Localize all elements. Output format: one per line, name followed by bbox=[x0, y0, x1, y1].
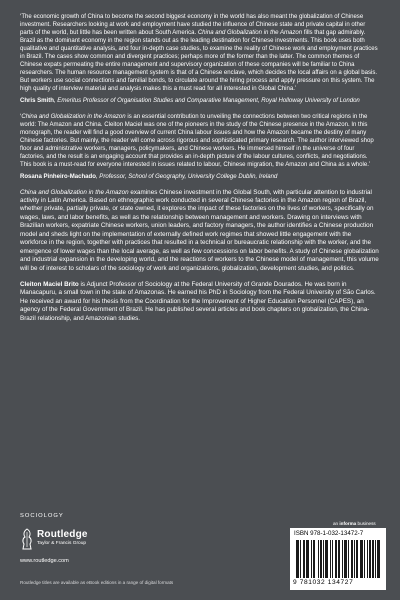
barcode-bar bbox=[298, 540, 299, 578]
ebook-note: Routledge titles are available as eBook editions in a range of digital formats bbox=[20, 580, 174, 585]
review-2-reviewer: Rosana Pinheiro-Machado bbox=[20, 173, 96, 180]
barcode-image bbox=[296, 540, 380, 578]
review-1 bbox=[20, 13, 380, 93]
barcode-bar bbox=[304, 540, 305, 578]
publisher-group: Taylor & Francis Group bbox=[37, 541, 87, 546]
barcode-bar bbox=[336, 540, 337, 578]
barcode-bar bbox=[377, 540, 378, 578]
barcode-bar bbox=[379, 540, 380, 578]
barcode-bar bbox=[314, 540, 315, 578]
barcode-bar bbox=[346, 540, 347, 578]
description-book-title: China and Globalization in the Amazon bbox=[20, 188, 129, 196]
review-2-book-title: China and Globalization in the Amazon bbox=[21, 113, 126, 120]
review-1-reviewer: Chris Smith bbox=[20, 97, 54, 104]
review-1-attribution bbox=[20, 97, 380, 105]
barcode-bar bbox=[369, 540, 370, 578]
author-name: Cleiton Maciel Brito bbox=[20, 280, 79, 288]
barcode-bar bbox=[342, 540, 343, 578]
review-2-text-start: ‘ bbox=[20, 113, 22, 120]
barcode-bar bbox=[352, 540, 353, 578]
barcode-bar bbox=[373, 540, 374, 578]
review-2-role: , Professor, School of Geography, University College Dublin, Ireland bbox=[95, 173, 278, 180]
barcode-number: 9 781032 134727 bbox=[293, 579, 354, 586]
description-text: examines Chinese investment in the Global South, with particular attention to industrial activity in Latin America. Based on ethnographic work conducted in several Chinese factories in the Amazon region of Brazil, whether private, partially private, or state owned, it explores the impact of these factories on the lives of workers, specifically on wages, laws, and labor benefits, as well as the relationship between management and workers. Drawing on interviews with Brazilian workers, expatriate Chinese workers, union leaders, and factory managers, the author identifies a Chinese production model and sheds light on the implementation of externally defined work regimes that showed little engagement with the workforce in the region, together with practices that resulted in a technical or bureaucratic relationship with the worker, and the emergence of lower wages than the local average, as well as few concessions on labor benefits. A study of Chinese globalization and industrial expansion in the developing world, and the reactions of workers to the Chinese model of management, this volume will be of interest to scholars of the sociology of work and organizations, globalization, development studies, and politics. bbox=[20, 188, 379, 272]
barcode-bar bbox=[326, 540, 327, 578]
barcode-bar bbox=[318, 540, 319, 578]
barcode-bar bbox=[307, 540, 308, 578]
barcode-bar bbox=[345, 540, 346, 578]
barcode-bar bbox=[303, 540, 304, 578]
review-2 bbox=[20, 113, 380, 169]
publisher-logo bbox=[20, 528, 170, 558]
text-column bbox=[20, 13, 380, 329]
informa-brand: informa bbox=[339, 521, 357, 526]
barcode-bar bbox=[327, 540, 328, 578]
review-1-text-end: fills that gap admirably. Brazil as the dominant economy in the region stands out as the leading destination for Chinese investments. This book uses both qualitative and quantitative analysis, and four in-depth case studies, to examine the reality of Chinese work and employment practices in Brazil. The cases show common and divergent practices; perhaps more of the former than the latter. The common themes of Chinese expats permeating the entire management and supervisory organization of these companies will be familiar to China researchers. The human resource management system is that of a Chinese enclave, which decides the local affairs on a global basis. But workers use social connections and familial bonds, to circulate around the hiring process and apply pressure on this system. The high quality of interview material and analysis makes this a must read for all interested in Global China.’ bbox=[20, 30, 378, 93]
barcode-bar bbox=[354, 540, 355, 578]
barcode-bar bbox=[308, 540, 309, 578]
review-1-book-title: China and Globalization in the Amazon bbox=[197, 30, 303, 37]
barcode-bar bbox=[296, 540, 297, 578]
barcode-bar bbox=[311, 540, 312, 578]
review-2-text-end: is an essential contribution to unveiling the connections between two critical regions in the world: The Amazon and China. Cleiton Maciel was one of the pioneers in the study of the Chinese presence in the Amazon. In this monograph, the reader will find a good overview of current China labour issues and how the Amazon became the destiny of many Chinese factories. But mainly, the reader will come across rigorous and sophisticated primary research. The author interviewed shop floor and administrative workers, managers, policymakers, and Chinese workers. He immersed himself in the universe of four factories, and the result is an engaging account that provides an in-depth picture of the labour cultures, conflicts, and negotiations. This book is a must-read for everyone interested in issues related to labour, Chinese migration, the Amazon and China as a whole.’ bbox=[20, 113, 374, 169]
barcode-bar bbox=[364, 540, 365, 578]
barcode-bar bbox=[335, 540, 336, 578]
publisher-name: Routledge bbox=[37, 529, 88, 540]
barcode-bar bbox=[323, 540, 324, 578]
routledge-emblem-icon bbox=[20, 528, 34, 550]
barcode-bar bbox=[306, 540, 307, 578]
barcode-bar bbox=[360, 540, 361, 578]
author-bio-text: is Adjunct Professor of Sociology at the Federal University of Grande Dourados. He was born in Manacapuru, a small town in the state of Amazonas. He earned his PhD in Sociology from the Federal University of São Carlos. He received an award for his thesis from the Coordination for the Improvement of Higher Education Personnel (CAPES), an agency of the Federal Government of Brazil. He has published several articles and book chapters on globalization, the China-Brazil relationship, and Amazonian studies. bbox=[20, 280, 376, 322]
informa-suffix: business bbox=[356, 521, 376, 526]
barcode-bar bbox=[378, 540, 379, 578]
review-1-role: , Emeritus Professor of Organisation Studies and Comparative Management, Royal Holloway University of London bbox=[53, 97, 360, 104]
barcode-bar bbox=[321, 540, 322, 578]
barcode-bar bbox=[372, 540, 373, 578]
barcode-bar bbox=[348, 540, 349, 578]
barcode-bar bbox=[313, 540, 314, 578]
barcode-bar bbox=[357, 540, 358, 578]
author-bio bbox=[20, 281, 380, 323]
barcode-bar bbox=[332, 540, 333, 578]
barcode-box bbox=[290, 528, 386, 590]
barcode-bar bbox=[330, 540, 331, 578]
isbn-label: ISBN 978-1-032-13472-7 bbox=[294, 530, 364, 537]
barcode-bar bbox=[297, 540, 298, 578]
barcode-bar bbox=[320, 540, 321, 578]
barcode-bar bbox=[361, 540, 362, 578]
book-description bbox=[20, 189, 380, 273]
publisher-website[interactable]: www.routledge.com bbox=[20, 558, 69, 564]
barcode-bar bbox=[370, 540, 371, 578]
barcode-bar bbox=[300, 540, 301, 578]
barcode-bar bbox=[338, 540, 339, 578]
barcode-bar bbox=[339, 540, 340, 578]
barcode-bar bbox=[325, 540, 326, 578]
barcode-bar bbox=[344, 540, 345, 578]
barcode-bar bbox=[362, 540, 363, 578]
subject-category: SOCIOLOGY bbox=[20, 513, 64, 519]
informa-prefix: an bbox=[333, 521, 340, 526]
barcode-bar bbox=[367, 540, 368, 578]
informa-business bbox=[333, 521, 376, 526]
barcode-bar bbox=[351, 540, 352, 578]
barcode-bar bbox=[356, 540, 357, 578]
review-1-text-start: ‘The economic growth of China to become the second biggest economy in the world has also meant the globalization of Chinese investment. Researchers looking at work and employment have studied the influence of Chinese state and private capital in other parts of the world, but little has been written about South America. bbox=[20, 14, 366, 37]
barcode-bar bbox=[375, 540, 376, 578]
review-2-attribution bbox=[20, 173, 380, 181]
